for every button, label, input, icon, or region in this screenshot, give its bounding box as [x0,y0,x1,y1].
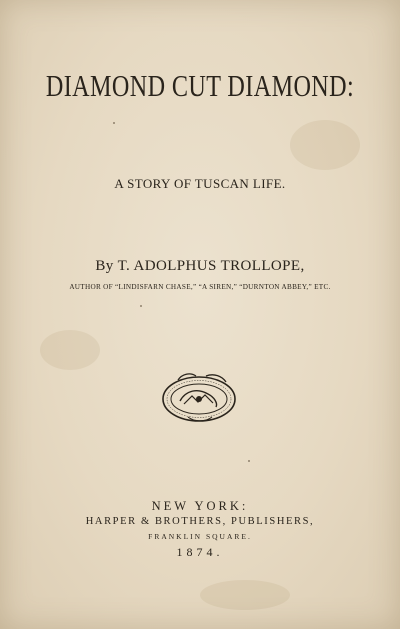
imprint-address: FRANKLIN SQUARE. [148,532,252,541]
paper-speck [140,305,142,307]
paper-speck [248,460,250,462]
paper-speck [113,122,115,124]
publisher-emblem-icon [158,370,240,426]
paper-stain [290,120,360,170]
book-subtitle: A STORY OF TUSCAN LIFE. [114,176,286,191]
paper-stain [40,330,100,370]
imprint-year: 1874. [176,545,224,559]
imprint-publisher: HARPER & BROTHERS, PUBLISHERS, [85,516,315,527]
book-author: By T. ADOLPHUS TROLLOPE, [95,258,305,274]
paper-stain [200,580,290,610]
book-title: DIAMOND CUT DIAMOND: [45,68,355,103]
author-previous-works: AUTHOR OF “LINDISFARN CHASE,” “A SIREN,” “DURNTON ABBEY,” ETC. [69,283,331,291]
imprint-city: NEW YORK: [151,499,249,513]
